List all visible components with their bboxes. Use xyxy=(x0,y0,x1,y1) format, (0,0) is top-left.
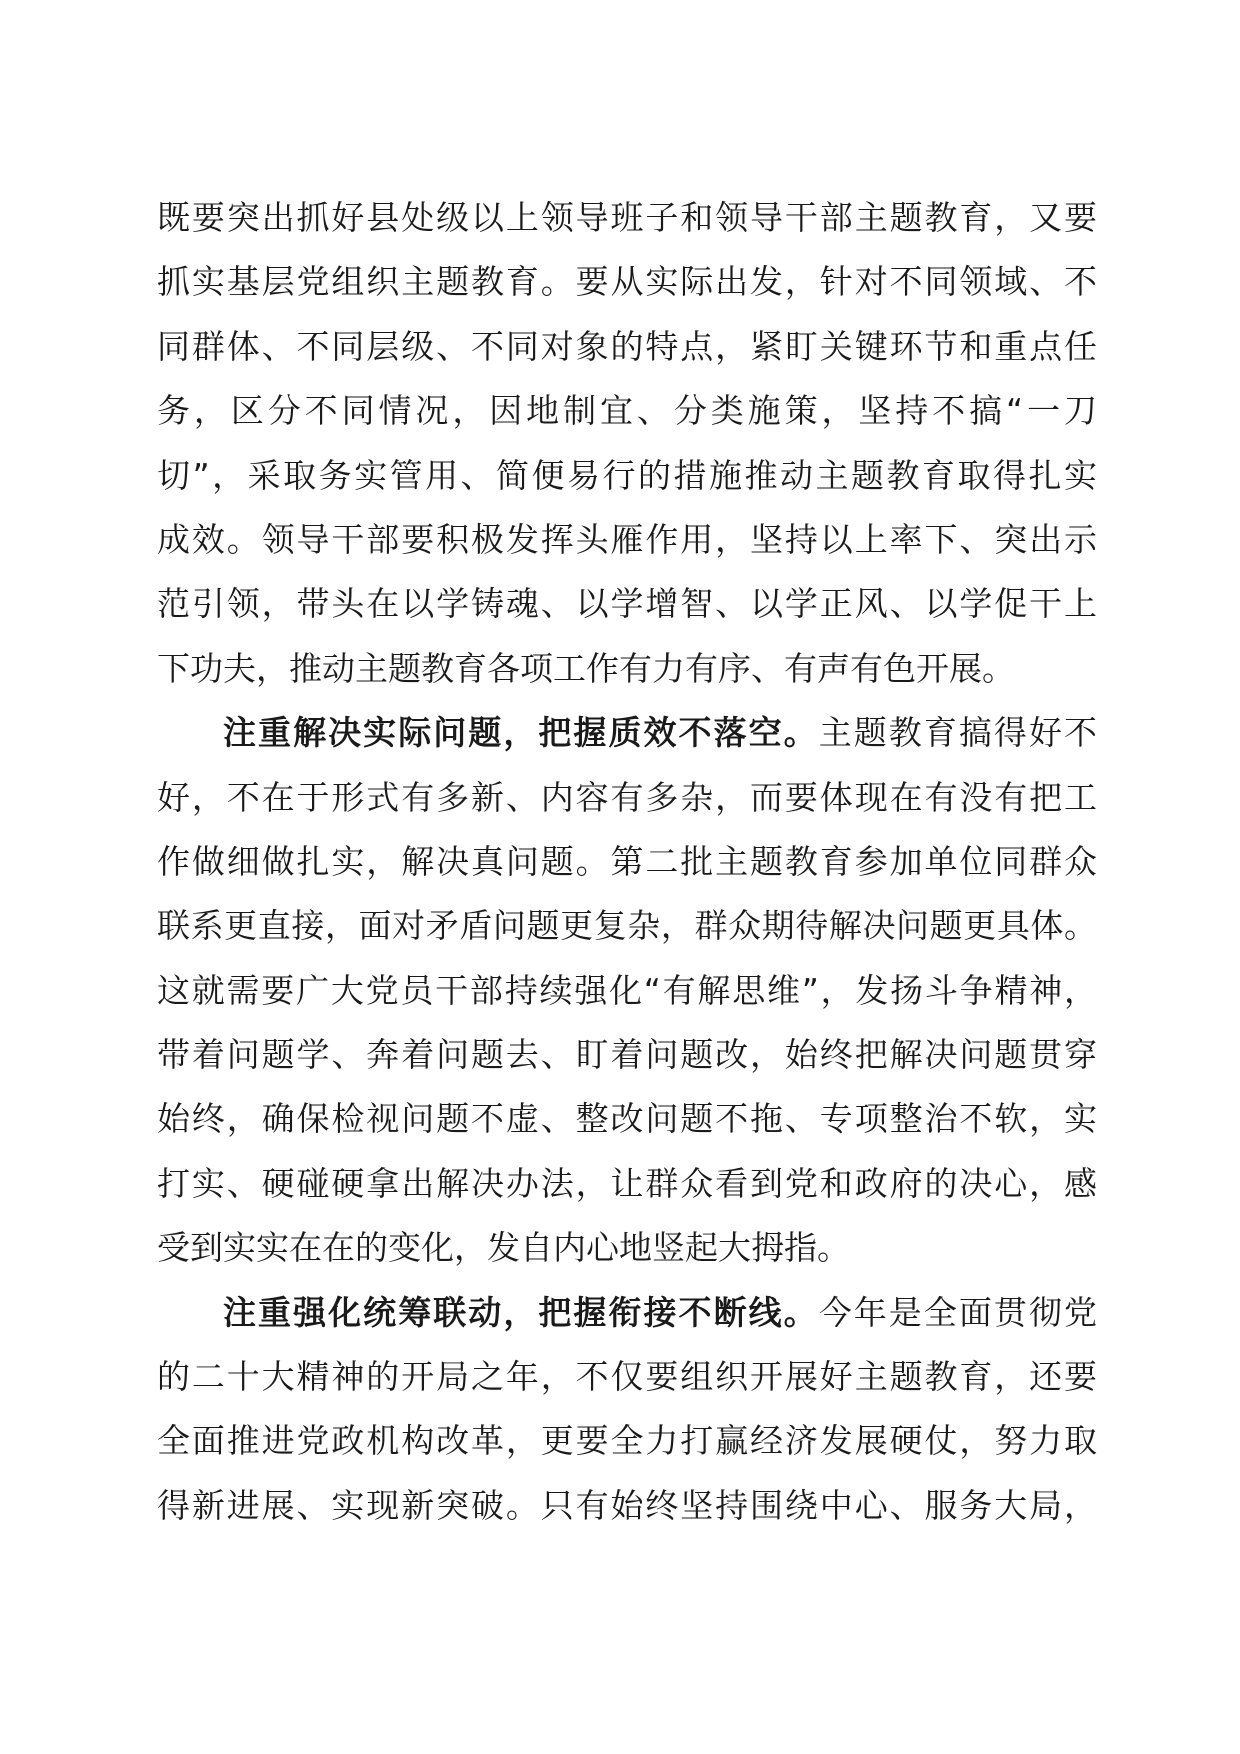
text-line: 好，不在于形式有多新、内容有多杂，而要体现在有没有把工 xyxy=(157,777,1097,817)
text-line: 打实、硬碰硬拿出解决办法，让群众看到党和政府的决心，感 xyxy=(157,1163,1097,1203)
paragraph-first-line xyxy=(157,701,1097,765)
document-body xyxy=(157,186,1097,1538)
text-line: 全面推进党政机构改革，更要全力打赢经济发展硬仗，努力取 xyxy=(157,1421,1097,1461)
paragraph-heading: 注重强化统筹联动，把握衔接不断线。 xyxy=(223,1292,819,1332)
text-line: 带着问题学、奔着问题去、盯着问题改，始终把解决问题贯穿 xyxy=(157,1035,1097,1075)
text-line: 的二十大精神的开局之年，不仅要组织开展好主题教育，还要 xyxy=(157,1357,1097,1397)
text-line: 切”，采取务实管用、简便易行的措施推动主题教育取得扎实 xyxy=(157,455,1097,495)
text-line: 务，区分不同情况，因地制宜、分类施策，坚持不搞“一刀 xyxy=(157,391,1097,431)
paragraph-heading: 注重解决实际问题，把握质效不落空。 xyxy=(223,713,819,753)
text-line: 始终，确保检视问题不虚、整改问题不拖、专项整治不软，实 xyxy=(157,1099,1097,1139)
paragraph-heading-rest: 主题教育搞得好不 xyxy=(818,713,1098,753)
text-line: 这就需要广大党员干部持续强化“有解思维”，发扬斗争精神， xyxy=(157,970,1097,1010)
text-line: 同群体、不同层级、不同对象的特点，紧盯关键环节和重点任 xyxy=(157,326,1097,366)
paragraph-heading-rest: 今年是全面贯彻党 xyxy=(818,1292,1098,1332)
paragraph-first-line xyxy=(157,1281,1097,1345)
text-line: 下功夫，推动主题教育各项工作有力有序、有声有色开展。 xyxy=(157,648,1015,688)
text-line: 作做细做扎实，解决真问题。第二批主题教育参加单位同群众 xyxy=(157,841,1097,881)
text-line: 得新进展、实现新突破。只有始终坚持围绕中心、服务大局， xyxy=(157,1485,1097,1525)
text-line: 范引领，带头在以学铸魂、以学增智、以学正风、以学促干上 xyxy=(157,584,1097,624)
text-line: 既要突出抓好县处级以上领导班子和领导干部主题教育，又要 xyxy=(157,198,1097,237)
paragraph-2 xyxy=(157,701,1097,1281)
text-line: 受到实实在在的变化，发自内心地竖起大拇指。 xyxy=(157,1228,850,1268)
paragraph-3 xyxy=(157,1281,1097,1539)
text-line: 联系更直接，面对矛盾问题更复杂，群众期待解决问题更具体。 xyxy=(157,906,1097,946)
text-line: 抓实基层党组织主题教育。要从实际出发，针对不同领域、不 xyxy=(157,262,1097,302)
text-line: 成效。领导干部要积极发挥头雁作用，坚持以上率下、突出示 xyxy=(157,519,1097,559)
paragraph-1 xyxy=(157,186,1097,701)
